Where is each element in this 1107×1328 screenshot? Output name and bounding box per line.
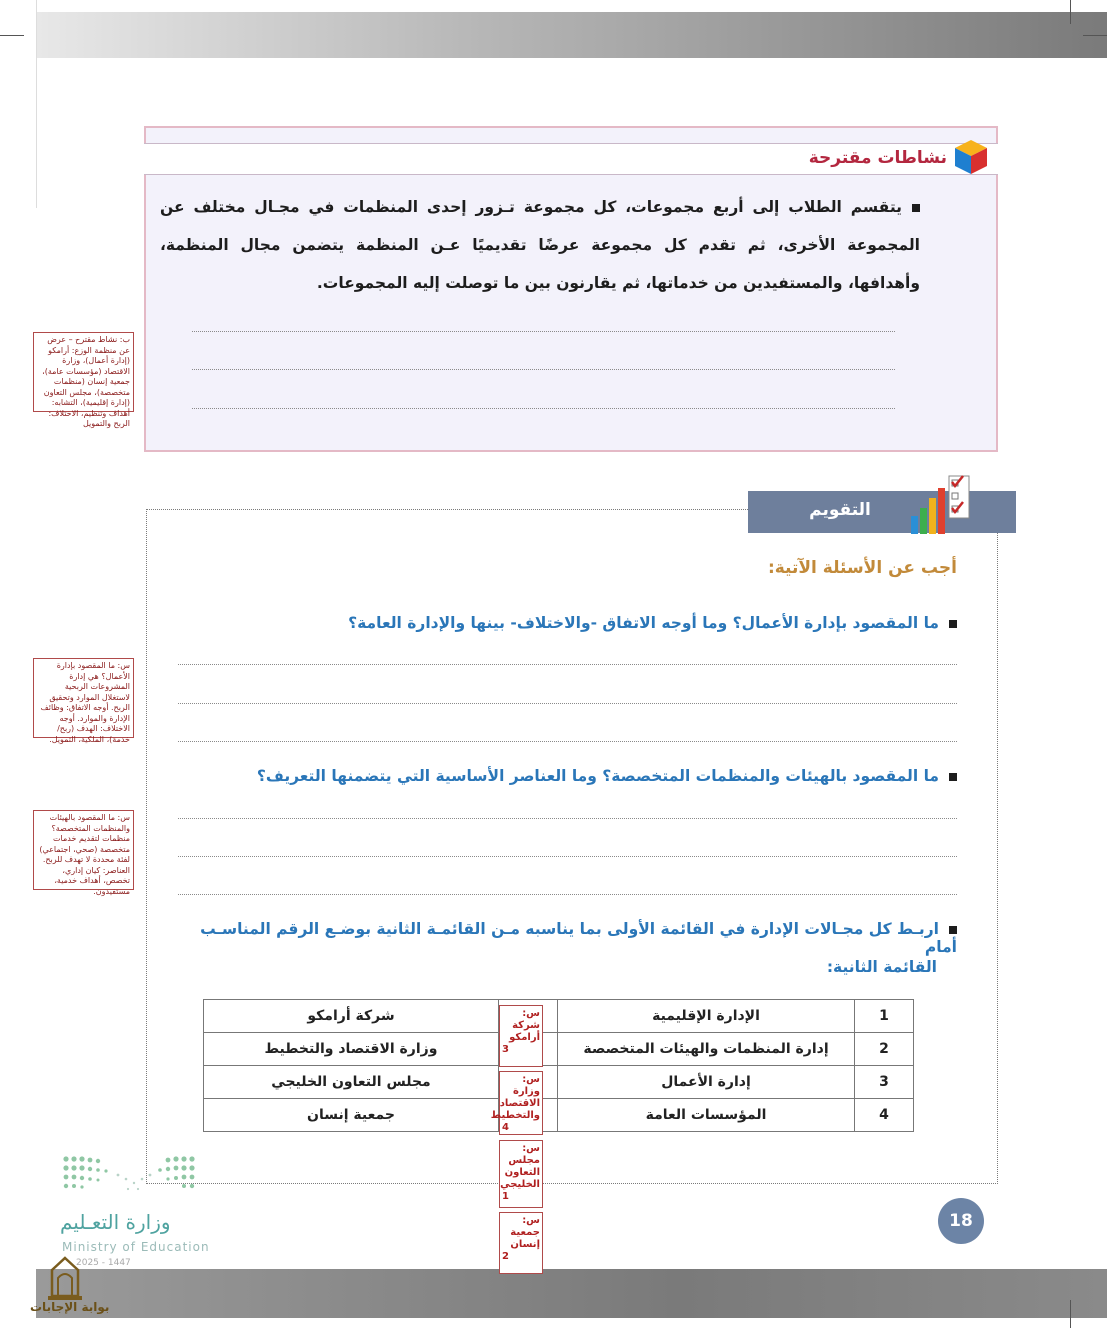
- answer-line[interactable]: [192, 331, 895, 332]
- checklist-chart-icon: [905, 470, 973, 538]
- row-number: 1: [855, 1000, 914, 1033]
- answer-line[interactable]: [192, 369, 895, 370]
- answer-line[interactable]: [178, 894, 957, 895]
- list-two-item: مجلس التعاون الخليجي: [204, 1066, 499, 1099]
- crop-mark: [0, 35, 24, 36]
- list-one-item: المؤسسات العامة: [558, 1099, 855, 1132]
- list-one-item: إدارة المنظمات والهيئات المتخصصة: [558, 1033, 855, 1066]
- bullet-icon: [949, 620, 957, 628]
- crop-mark: [1070, 0, 1071, 24]
- answer-line[interactable]: [192, 408, 895, 409]
- bullet-icon: [912, 204, 920, 212]
- activity-paragraph: [160, 188, 920, 302]
- bullet-icon: [949, 926, 957, 934]
- activity-title: نشاطات مقترحة: [808, 148, 947, 168]
- activity-text: يتقسم الطلاب إلى أربع مجموعات، كل مجموعة تـزور إحدى المنظمات في مجـال مختلف عن المجموعة الأخرى، ثم تقدم كل مجموعة عرضًا تقديميًا عـن المنظمة يتضمن مجال المنظمة، وأهدافها، والمستفيدين من خدماتها، ثم يقارنون بين ما توصلت إليه المجموعات.: [160, 198, 920, 292]
- margin-line: [36, 0, 37, 208]
- answer-line[interactable]: [178, 818, 957, 819]
- answer-note-text: س: مجلس التعاون الخليجي: [500, 1143, 540, 1190]
- table-row: [204, 1000, 914, 1033]
- list-two-item: شركة أرامكو: [204, 1000, 499, 1033]
- answer-note-text: س: جمعية إنسان: [510, 1215, 540, 1250]
- table-row: [204, 1066, 914, 1099]
- page-number: 18: [938, 1198, 984, 1244]
- answer-note: [499, 1140, 543, 1208]
- row-number: 2: [855, 1033, 914, 1066]
- answer-note: [499, 1005, 543, 1067]
- matching-table: [203, 999, 914, 1132]
- list-one-item: الإدارة الإقليمية: [558, 1000, 855, 1033]
- row-number: 4: [855, 1099, 914, 1132]
- row-number: 3: [855, 1066, 914, 1099]
- ministry-name-english: Ministry of Education: [62, 1240, 210, 1254]
- cube-icon: [952, 138, 990, 176]
- answer-note-number: 2: [502, 1251, 509, 1262]
- question-3-text: اربـط كل مجـالات الإدارة في القائمة الأولى بما يناسبه مـن القائمـة الثانية بوضـع الرقم المناسـب أمام: [200, 920, 957, 956]
- crop-mark: [1070, 1300, 1071, 1328]
- evaluation-title: التقويم: [809, 500, 871, 520]
- answer-note: [499, 1212, 543, 1274]
- list-two-item: وزارة الاقتصاد والتخطيط: [204, 1033, 499, 1066]
- side-note-q1: س: ما المقصود بإدارة الأعمال؟ هي إدارة المشروعات الربحية لاستغلال الموارد وتحقيق الربح. أوجه الاتفاق: وظائف الإدارة والموارد. أوجه الاختلاف: الهدف (ربح/خدمة)، الملكية، التمويل.: [33, 658, 134, 738]
- answer-line[interactable]: [178, 741, 957, 742]
- table-row: [204, 1033, 914, 1066]
- answer-note-number: 1: [502, 1191, 509, 1202]
- crop-mark: [1083, 35, 1107, 36]
- watermark-lantern-icon: [44, 1256, 86, 1302]
- answer-note-number: 4: [502, 1122, 509, 1133]
- question-3-line2: القائمة الثانية:: [826, 958, 937, 976]
- ministry-name-arabic: وزارة التعـليم: [60, 1210, 171, 1234]
- side-note-q2: س: ما المقصود بالهيئات والمنظمات المتخصصة؟ منظمات لتقديم خدمات متخصصة (صحي، اجتماعي) لفئة محددة لا تهدف للربح. العناصر: كيان إداري، تخصص، أهداف خدمية، مستفيدون.: [33, 810, 134, 890]
- answer-line[interactable]: [178, 664, 957, 665]
- question-3: [177, 920, 957, 956]
- answer-note: [490, 1071, 543, 1135]
- answer-note-text: س: وزارة الاقتصاد والتخطيط: [490, 1074, 540, 1121]
- bottom-footer-bar: [36, 1269, 1107, 1318]
- bullet-icon: [949, 773, 957, 781]
- answer-line[interactable]: [178, 703, 957, 704]
- table-row: [204, 1099, 914, 1132]
- ministry-year: 2025 - 1447: [76, 1258, 131, 1268]
- answer-note-number: 3: [502, 1044, 509, 1055]
- evaluation-instruction: أجب عن الأسئلة الآتية:: [767, 558, 957, 578]
- question-2-text: ما المقصود بالهيئات والمنظمات المتخصصة؟ وما العناصر الأساسية التي يتضمنها التعريف؟: [256, 767, 939, 785]
- answer-note-text: س: شركة أرامكو: [509, 1008, 540, 1043]
- side-note-activity: ب: نشاط مقترح – عرض عن منظمة الوزع: أرامكو (إدارة أعمال)، وزارة الاقتصاد (مؤسسات عامة)، جمعية إنسان (منظمات متخصصة)، مجلس التعاون (إدارة إقليمية)، التشابه: أهداف وتنظيم، الاختلاف: الربح والتمويل: [33, 332, 134, 412]
- question-1: [348, 614, 957, 632]
- question-2: [257, 767, 957, 785]
- top-header-bar: [36, 12, 1107, 58]
- answer-line[interactable]: [178, 856, 957, 857]
- ministry-dots-logo-icon: [62, 1155, 196, 1197]
- list-one-item: إدارة الأعمال: [558, 1066, 855, 1099]
- watermark-text: بوابة الإجابات: [30, 1300, 110, 1314]
- question-1-text: ما المقصود بإدارة الأعمال؟ وما أوجه الاتفاق -والاختلاف- بينها والإدارة العامة؟: [348, 614, 939, 632]
- list-two-item: جمعية إنسان: [204, 1099, 499, 1132]
